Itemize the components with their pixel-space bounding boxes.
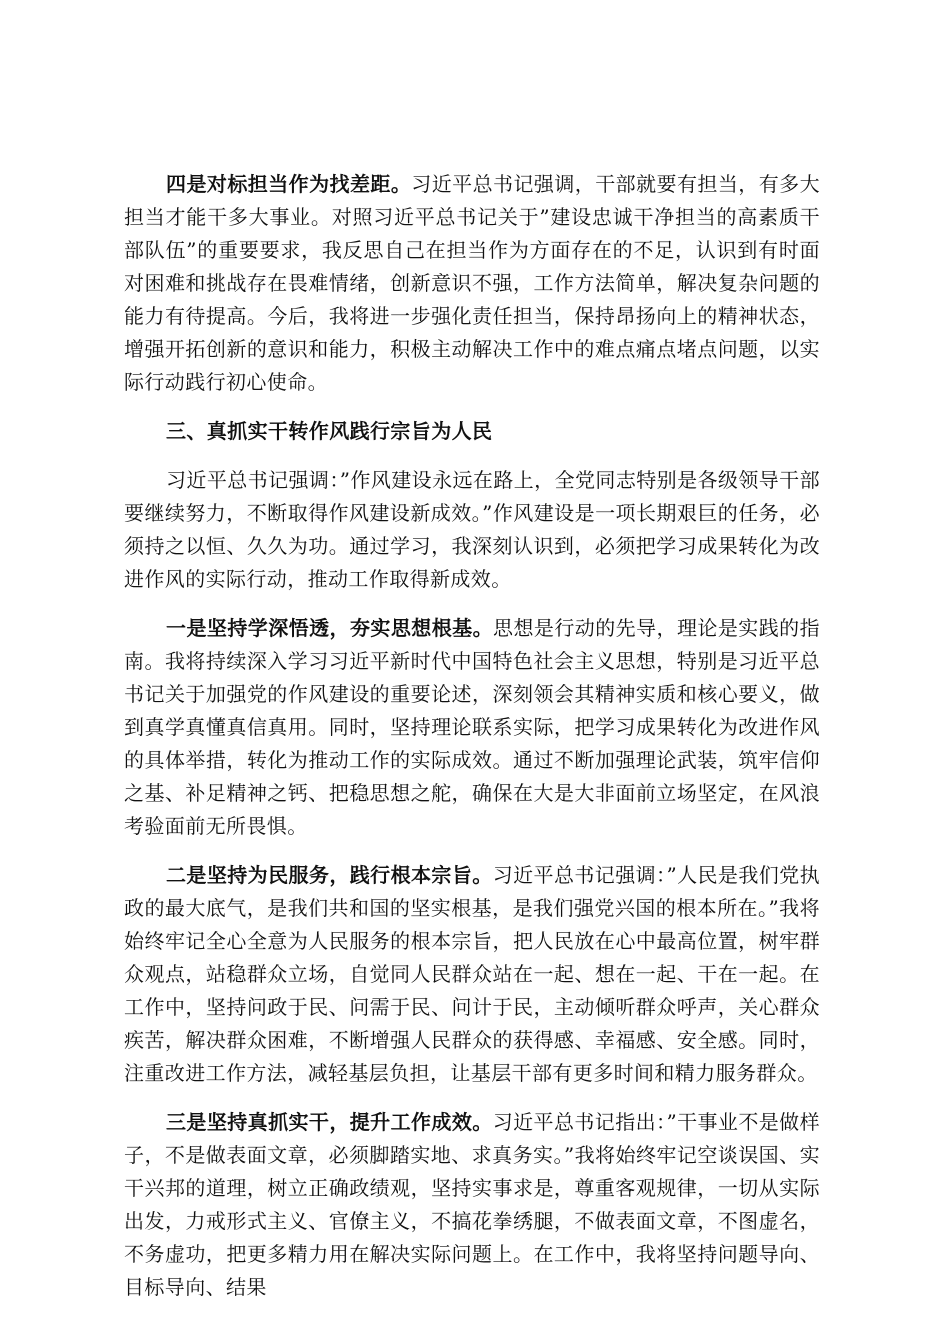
paragraph-practical-work (124, 1106, 820, 1304)
paragraph-body: 习近平总书记强调，干部就要有担当，有多大担当才能干多大事业。对照习近平总书记关于”建设忠诚干净担当的高素质干部队伍”的重要要求，我反思自己在担当作为方面存在的不足，认识到有时面对困难和挑战存在畏难情绪，创新意识不强，工作方法简单，解决复杂问题的能力有待提高。今后，我将进一步强化责任担当，保持昂扬向上的精神状态，增强开拓创新的意识和能力，积极主动解决工作中的难点痛点堵点问题，以实际行动践行初心使命。 (124, 172, 820, 394)
paragraph-serve-people (124, 859, 820, 1090)
paragraph-intro (124, 464, 820, 596)
paragraph-study (124, 612, 820, 843)
document-page (124, 168, 820, 1304)
paragraph-body: 思想是行动的先导，理论是实践的指南。我将持续深入学习习近平新时代中国特色社会主义思想，特别是习近平总书记关于加强党的作风建设的重要论述，深刻领会其精神实质和核心要义，做到真学真懂真信真用。同时，坚持理论联系实际，把学习成果转化为改进作风的具体举措，转化为推动工作的实际成效。通过不断加强理论武装，筑牢信仰之基、补足精神之钙、把稳思想之舵，确保在大是大非面前立场坚定，在风浪考验面前无所畏惧。 (124, 616, 820, 838)
paragraph-lead: 二是坚持为民服务，践行根本宗旨。 (166, 863, 493, 887)
paragraph-body: 习近平总书记指出：”干事业不是做样子，不是做表面文章，必须脚踏实地、求真务实。”我将始终牢记空谈误国、实干兴邦的道理，树立正确政绩观，坚持实事求是，尊重客观规律，一切从实际出发，力戒形式主义、官僚主义，不搞花拳绣腿，不做表面文章，不图虚名，不务虚功，把更多精力用在解决实际问题上。在工作中，我将坚持问题导向、目标导向、结果 (124, 1110, 820, 1299)
paragraph-responsibility (124, 168, 820, 399)
paragraph-lead: 三是坚持真抓实干，提升工作成效。 (166, 1110, 493, 1134)
paragraph-lead: 一是坚持学深悟透，夯实思想根基。 (166, 616, 494, 640)
paragraph-body: 习近平总书记强调：”作风建设永远在路上，全党同志特别是各级领导干部要继续努力，不断取得作风建设新成效。”作风建设是一项长期艰巨的任务，必须持之以恒、久久为功。通过学习，我深刻认识到，必须把学习成果转化为改进作风的实际行动，推动工作取得新成效。 (124, 468, 820, 591)
paragraph-lead: 四是对标担当作为找差距。 (166, 172, 412, 196)
section-heading: 三、真抓实干转作风践行宗旨为人民 (166, 419, 493, 443)
paragraph-body: 习近平总书记强调：”人民是我们党执政的最大底气，是我们共和国的坚实根基，是我们强党兴国的根本所在。”我将始终牢记全心全意为人民服务的根本宗旨，把人民放在心中最高位置，树牢群众观点，站稳群众立场，自觉同人民群众站在一起、想在一起、干在一起。在工作中，坚持问政于民、问需于民、问计于民，主动倾听群众呼声，关心群众疾苦，解决群众困难，不断增强人民群众的获得感、幸福感、安全感。同时，注重改进工作方法，减轻基层负担，让基层干部有更多时间和精力服务群众。 (124, 863, 820, 1085)
